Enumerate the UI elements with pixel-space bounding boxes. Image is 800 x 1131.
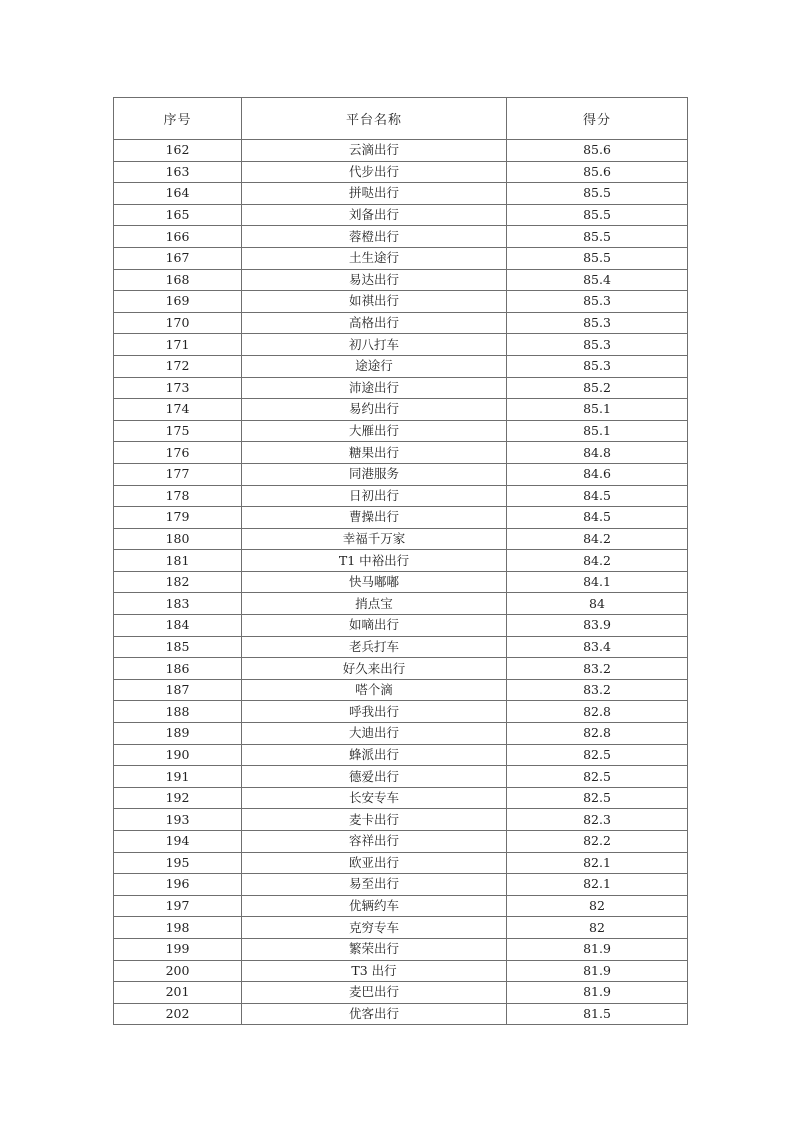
platform-name: 克穷专车 [242, 917, 507, 939]
row-number: 165 [114, 204, 242, 226]
table-row [114, 636, 688, 658]
score: 84.2 [507, 528, 688, 550]
platform-name: 刘备出行 [242, 204, 507, 226]
score: 84.1 [507, 571, 688, 593]
platform-name: 糖果出行 [242, 442, 507, 464]
table-row [114, 809, 688, 831]
table-row [114, 485, 688, 507]
platform-name: T1 中裕出行 [242, 550, 507, 572]
table-row [114, 204, 688, 226]
platform-name: 呼我出行 [242, 701, 507, 723]
platform-name: 沛途出行 [242, 377, 507, 399]
score: 84.2 [507, 550, 688, 572]
platform-name: 易达出行 [242, 269, 507, 291]
platform-name: 云滴出行 [242, 140, 507, 162]
row-number: 172 [114, 355, 242, 377]
score: 82.8 [507, 701, 688, 723]
platform-name: 曹操出行 [242, 507, 507, 529]
ranking-table [113, 97, 688, 1025]
platform-name: 途途行 [242, 355, 507, 377]
row-number: 188 [114, 701, 242, 723]
platform-name: 代步出行 [242, 161, 507, 183]
platform-name: 易至出行 [242, 874, 507, 896]
score: 85.1 [507, 399, 688, 421]
row-number: 164 [114, 183, 242, 205]
row-number: 174 [114, 399, 242, 421]
table-row [114, 679, 688, 701]
row-number: 183 [114, 593, 242, 615]
platform-name: 容祥出行 [242, 831, 507, 853]
score: 85.3 [507, 312, 688, 334]
table-row [114, 960, 688, 982]
row-number: 184 [114, 615, 242, 637]
score: 84.8 [507, 442, 688, 464]
table-row [114, 982, 688, 1004]
platform-name: 如祺出行 [242, 291, 507, 313]
row-number: 179 [114, 507, 242, 529]
table-row [114, 140, 688, 162]
row-number: 176 [114, 442, 242, 464]
row-number: 202 [114, 1003, 242, 1025]
score: 85.4 [507, 269, 688, 291]
score: 82.1 [507, 852, 688, 874]
score: 85.6 [507, 140, 688, 162]
score: 85.3 [507, 334, 688, 356]
table-row [114, 701, 688, 723]
row-number: 196 [114, 874, 242, 896]
platform-name: 好久来出行 [242, 658, 507, 680]
platform-name: 快马嘟嘟 [242, 571, 507, 593]
table-row [114, 463, 688, 485]
row-number: 169 [114, 291, 242, 313]
table-row [114, 247, 688, 269]
row-number: 199 [114, 938, 242, 960]
table-row [114, 615, 688, 637]
score: 84.5 [507, 485, 688, 507]
table-row [114, 550, 688, 572]
row-number: 185 [114, 636, 242, 658]
score: 82.5 [507, 766, 688, 788]
platform-name: 德爱出行 [242, 766, 507, 788]
table-row [114, 420, 688, 442]
score: 85.5 [507, 204, 688, 226]
row-number: 163 [114, 161, 242, 183]
table-row [114, 528, 688, 550]
table-row [114, 269, 688, 291]
platform-name: 麦卡出行 [242, 809, 507, 831]
score: 84.5 [507, 507, 688, 529]
table-row [114, 312, 688, 334]
platform-name: 优客出行 [242, 1003, 507, 1025]
platform-name: 拼哒出行 [242, 183, 507, 205]
table-row [114, 399, 688, 421]
platform-name: 长安专车 [242, 787, 507, 809]
table-header [114, 98, 688, 140]
score: 81.9 [507, 982, 688, 1004]
table-row [114, 895, 688, 917]
table-row [114, 1003, 688, 1025]
score: 83.9 [507, 615, 688, 637]
score: 82.8 [507, 723, 688, 745]
platform-name: 易约出行 [242, 399, 507, 421]
row-number: 177 [114, 463, 242, 485]
header-row [114, 98, 688, 140]
table-row [114, 723, 688, 745]
table-row [114, 874, 688, 896]
platform-name: 蜂派出行 [242, 744, 507, 766]
row-number: 173 [114, 377, 242, 399]
platform-name: 如嘀出行 [242, 615, 507, 637]
table-row [114, 183, 688, 205]
row-number: 171 [114, 334, 242, 356]
platform-name: 幸福千万家 [242, 528, 507, 550]
table-row [114, 291, 688, 313]
score: 85.5 [507, 226, 688, 248]
score: 82.1 [507, 874, 688, 896]
table-row [114, 938, 688, 960]
platform-name: 繁荣出行 [242, 938, 507, 960]
row-number: 192 [114, 787, 242, 809]
row-number: 182 [114, 571, 242, 593]
score: 84 [507, 593, 688, 615]
score: 81.9 [507, 960, 688, 982]
score: 82.5 [507, 744, 688, 766]
score: 82 [507, 895, 688, 917]
row-number: 194 [114, 831, 242, 853]
platform-name: 初八打车 [242, 334, 507, 356]
row-number: 193 [114, 809, 242, 831]
row-number: 189 [114, 723, 242, 745]
table-row [114, 377, 688, 399]
row-number: 178 [114, 485, 242, 507]
platform-name: 土生途行 [242, 247, 507, 269]
row-number: 175 [114, 420, 242, 442]
score: 82 [507, 917, 688, 939]
row-number: 197 [114, 895, 242, 917]
table-row [114, 658, 688, 680]
score: 83.2 [507, 679, 688, 701]
row-number: 166 [114, 226, 242, 248]
row-number: 170 [114, 312, 242, 334]
platform-name: 同港服务 [242, 463, 507, 485]
score: 85.6 [507, 161, 688, 183]
row-number: 168 [114, 269, 242, 291]
platform-name: 嗒个滴 [242, 679, 507, 701]
row-number: 186 [114, 658, 242, 680]
table-row [114, 852, 688, 874]
score: 85.2 [507, 377, 688, 399]
score: 85.3 [507, 291, 688, 313]
row-number: 180 [114, 528, 242, 550]
score: 85.5 [507, 183, 688, 205]
score: 81.9 [507, 938, 688, 960]
platform-name: 捎点宝 [242, 593, 507, 615]
platform-name: 高格出行 [242, 312, 507, 334]
table-row [114, 334, 688, 356]
table-row [114, 571, 688, 593]
score: 83.4 [507, 636, 688, 658]
row-number: 167 [114, 247, 242, 269]
platform-name: 蓉橙出行 [242, 226, 507, 248]
table-row [114, 161, 688, 183]
score: 82.2 [507, 831, 688, 853]
platform-name: 老兵打车 [242, 636, 507, 658]
platform-name: 日初出行 [242, 485, 507, 507]
table-row [114, 507, 688, 529]
table-row [114, 355, 688, 377]
score: 82.3 [507, 809, 688, 831]
row-number: 191 [114, 766, 242, 788]
score: 85.5 [507, 247, 688, 269]
score: 85.3 [507, 355, 688, 377]
table-row [114, 744, 688, 766]
table-row [114, 442, 688, 464]
header-score: 得分 [507, 98, 688, 140]
header-number: 序号 [114, 98, 242, 140]
row-number: 201 [114, 982, 242, 1004]
table-row [114, 766, 688, 788]
table-row [114, 917, 688, 939]
platform-name: 大迪出行 [242, 723, 507, 745]
header-platform-name: 平台名称 [242, 98, 507, 140]
platform-name: 优辆约车 [242, 895, 507, 917]
table-row [114, 831, 688, 853]
table-row [114, 787, 688, 809]
platform-name: 大雁出行 [242, 420, 507, 442]
platform-name: T3 出行 [242, 960, 507, 982]
platform-name: 欧亚出行 [242, 852, 507, 874]
platform-name: 麦巴出行 [242, 982, 507, 1004]
row-number: 162 [114, 140, 242, 162]
row-number: 190 [114, 744, 242, 766]
row-number: 181 [114, 550, 242, 572]
table-body [114, 140, 688, 1025]
score: 81.5 [507, 1003, 688, 1025]
score: 83.2 [507, 658, 688, 680]
row-number: 195 [114, 852, 242, 874]
table-row [114, 226, 688, 248]
row-number: 200 [114, 960, 242, 982]
score: 84.6 [507, 463, 688, 485]
row-number: 187 [114, 679, 242, 701]
score: 82.5 [507, 787, 688, 809]
score: 85.1 [507, 420, 688, 442]
table-row [114, 593, 688, 615]
row-number: 198 [114, 917, 242, 939]
